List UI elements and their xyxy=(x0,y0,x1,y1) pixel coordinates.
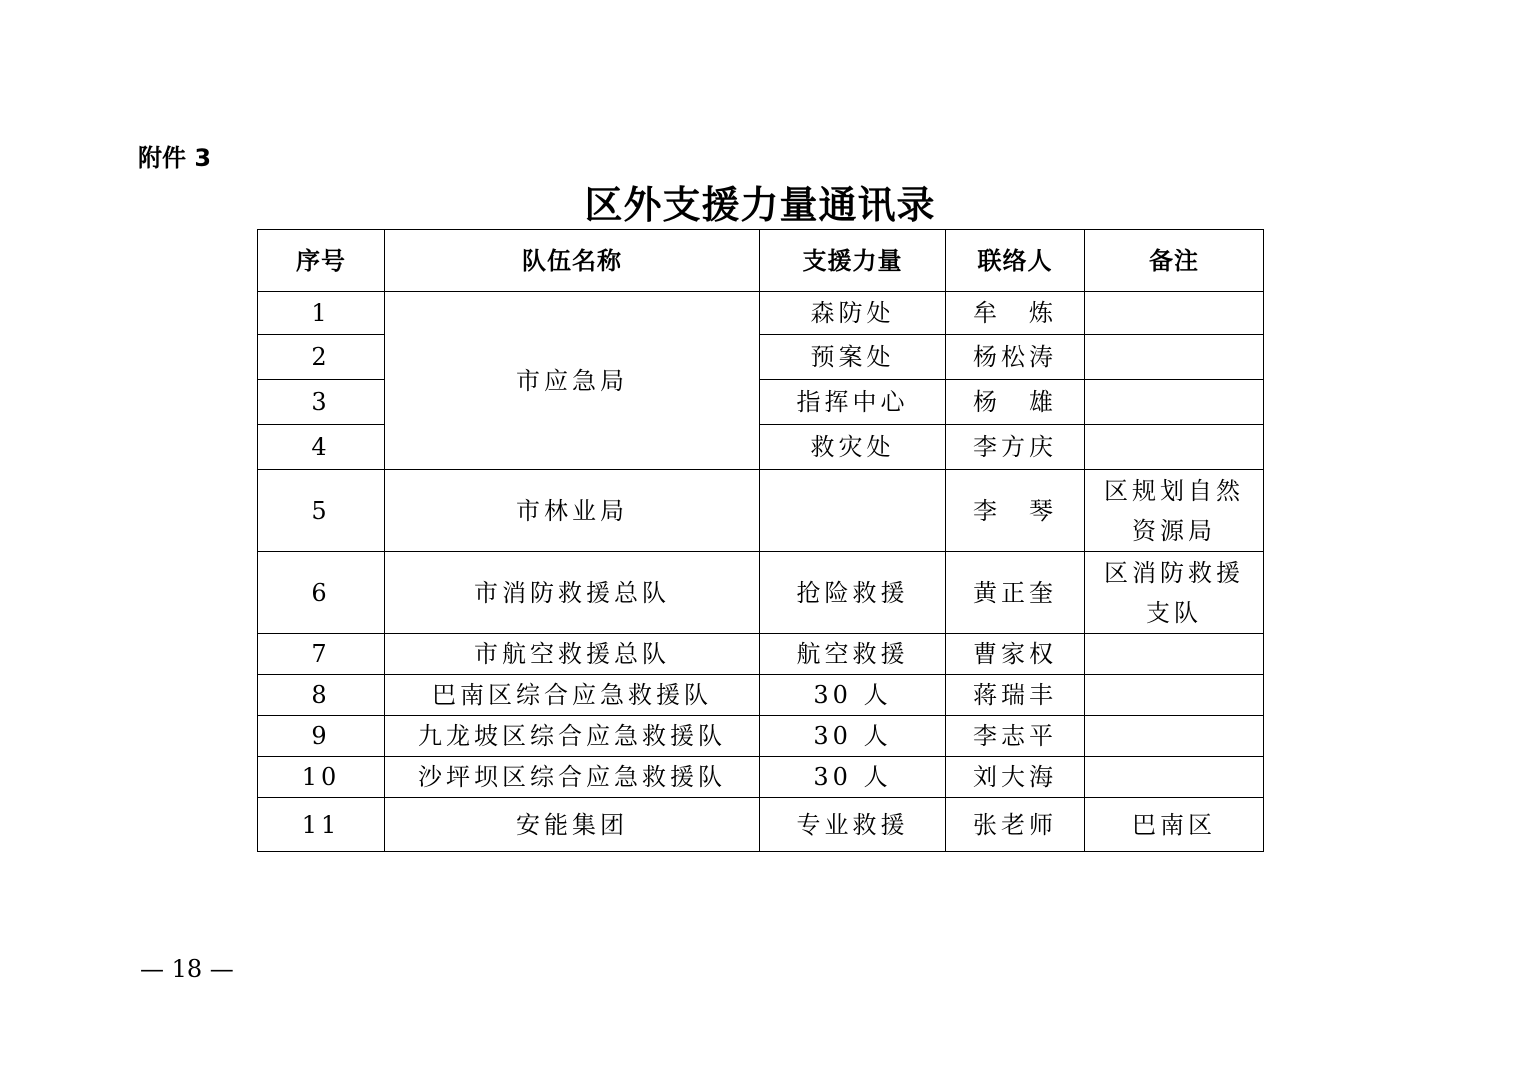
row-note: 巴南区 xyxy=(1085,798,1264,852)
row-force: 救灾处 xyxy=(760,425,946,470)
document-title: 区外支援力量通讯录 xyxy=(584,182,936,227)
row-contact: 李 琴 xyxy=(946,470,1085,552)
table-row xyxy=(258,552,1264,634)
row-index: 9 xyxy=(258,716,385,757)
row-force: 专业救援 xyxy=(760,798,946,852)
row-index: 4 xyxy=(258,425,385,470)
row-index: 6 xyxy=(258,552,385,634)
header-force: 支援力量 xyxy=(760,230,946,292)
row-note xyxy=(1085,425,1264,470)
row-team: 九龙坡区综合应急救援队 xyxy=(385,716,760,757)
row-note: 区消防救援支队 xyxy=(1085,552,1264,634)
row-index: 11 xyxy=(258,798,385,852)
row-force: 30 人 xyxy=(760,716,946,757)
header-contact: 联络人 xyxy=(946,230,1085,292)
table-row xyxy=(258,757,1264,798)
table-row xyxy=(258,634,1264,675)
header-team: 队伍名称 xyxy=(385,230,760,292)
header-index: 序号 xyxy=(258,230,385,292)
row-team: 市消防救援总队 xyxy=(385,552,760,634)
row-contact: 牟 炼 xyxy=(946,292,1085,335)
row-contact: 刘大海 xyxy=(946,757,1085,798)
row-force xyxy=(760,470,946,552)
row-note xyxy=(1085,335,1264,380)
row-contact: 蒋瑞丰 xyxy=(946,675,1085,716)
table-header-row xyxy=(258,230,1264,292)
row-index: 8 xyxy=(258,675,385,716)
table-row xyxy=(258,798,1264,852)
row-index: 2 xyxy=(258,335,385,380)
row-index: 5 xyxy=(258,470,385,552)
row-index: 10 xyxy=(258,757,385,798)
row-note: 区规划自然资源局 xyxy=(1085,470,1264,552)
row-contact: 杨 雄 xyxy=(946,380,1085,425)
row-team: 安能集团 xyxy=(385,798,760,852)
row-team: 市林业局 xyxy=(385,470,760,552)
table-row xyxy=(258,470,1264,552)
table-row xyxy=(258,292,1264,335)
row-index: 7 xyxy=(258,634,385,675)
row-force: 30 人 xyxy=(760,675,946,716)
row-force: 预案处 xyxy=(760,335,946,380)
row-force: 航空救援 xyxy=(760,634,946,675)
attachment-label: 附件 3 xyxy=(138,144,212,172)
row-contact: 曹家权 xyxy=(946,634,1085,675)
row-index: 1 xyxy=(258,292,385,335)
row-team: 巴南区综合应急救援队 xyxy=(385,675,760,716)
table-row xyxy=(258,716,1264,757)
row-force: 指挥中心 xyxy=(760,380,946,425)
row-team: 市航空救援总队 xyxy=(385,634,760,675)
row-contact: 李志平 xyxy=(946,716,1085,757)
row-force: 森防处 xyxy=(760,292,946,335)
row-note xyxy=(1085,380,1264,425)
row-force: 30 人 xyxy=(760,757,946,798)
row-team: 市应急局 xyxy=(385,292,760,470)
row-contact: 李方庆 xyxy=(946,425,1085,470)
row-note xyxy=(1085,716,1264,757)
row-contact: 张老师 xyxy=(946,798,1085,852)
row-note xyxy=(1085,634,1264,675)
support-force-contact-table xyxy=(257,229,1264,852)
row-team: 沙坪坝区综合应急救援队 xyxy=(385,757,760,798)
row-note xyxy=(1085,757,1264,798)
page-number: — 18 — xyxy=(140,955,234,983)
row-contact: 杨松涛 xyxy=(946,335,1085,380)
row-note xyxy=(1085,292,1264,335)
table-row xyxy=(258,675,1264,716)
row-index: 3 xyxy=(258,380,385,425)
row-contact: 黄正奎 xyxy=(946,552,1085,634)
row-force: 抢险救援 xyxy=(760,552,946,634)
header-note: 备注 xyxy=(1085,230,1264,292)
row-note xyxy=(1085,675,1264,716)
